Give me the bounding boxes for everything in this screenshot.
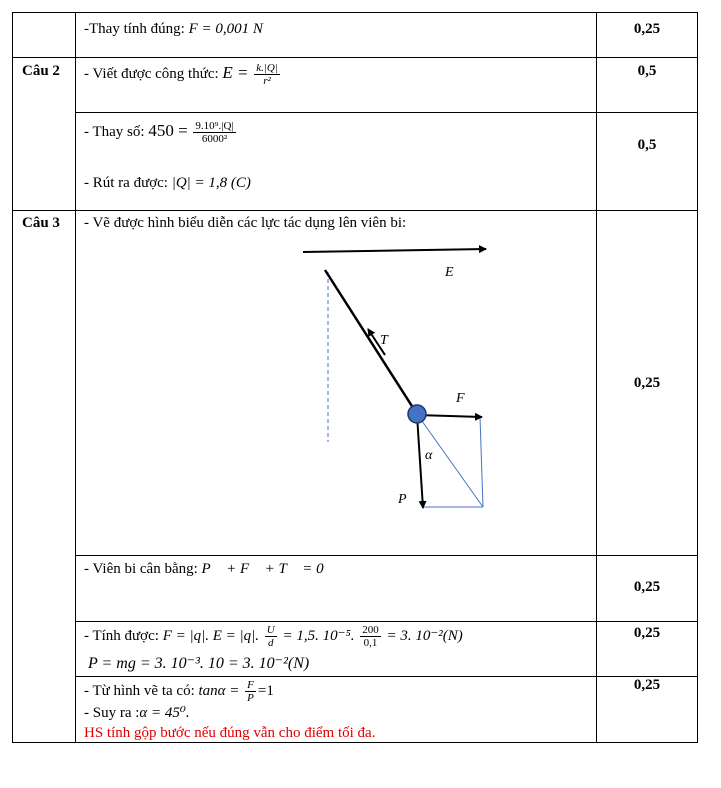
score: 0,5 xyxy=(637,137,657,153)
score: 0,25 xyxy=(633,625,661,641)
force-f-arrow xyxy=(417,415,482,417)
answer-prefix: -Thay tính đúng: xyxy=(84,21,189,37)
formula: tanα = xyxy=(198,683,240,700)
answer-line: P = mg = 3. 10⁻³. 10 = 3. 10⁻²(N) xyxy=(88,655,310,672)
score: 0,5 xyxy=(637,63,657,79)
formula: P⃗ + F⃗ + T⃗ = 0 xyxy=(201,561,324,577)
grading-note: HS tính gộp bước nếu đúng vẫn cho điểm tối đa. xyxy=(84,725,376,741)
numerator: k.|Q| xyxy=(256,62,278,74)
weight-p-arrow xyxy=(417,415,423,508)
fraction xyxy=(360,624,381,649)
formula: = 1,5. 10⁻⁵. xyxy=(282,628,355,645)
answer-prefix: - Suy ra : xyxy=(84,705,140,721)
formula: = 3. 10⁻²(N) xyxy=(386,628,463,645)
formula: F = 0,001 N xyxy=(188,21,263,37)
answer-line xyxy=(84,624,463,649)
denominator: P xyxy=(247,692,254,705)
formula: =1 xyxy=(257,683,274,700)
denominator: d xyxy=(268,637,274,650)
fraction xyxy=(265,624,277,649)
answer-line xyxy=(84,561,324,578)
numerator: F xyxy=(247,679,254,691)
score: 0,25 xyxy=(633,375,661,391)
label-t: T⃗ xyxy=(380,333,399,348)
answer-prefix: - Viên bi cân bằng: xyxy=(84,561,202,577)
numerator: 200 xyxy=(362,624,379,636)
formula: α = 45⁰. xyxy=(139,705,190,721)
electric-field-arrow xyxy=(303,249,486,252)
answer-prefix: - Rút ra được: xyxy=(84,175,172,191)
score: 0,25 xyxy=(633,21,661,37)
label-p: P⃗ xyxy=(398,492,418,507)
answer-line xyxy=(84,679,274,704)
label-f: F⃗ xyxy=(456,391,476,406)
score: 0,25 xyxy=(633,579,661,595)
answer-prefix: - Từ hình vẽ ta có: xyxy=(84,683,199,700)
question-label: Câu 2 xyxy=(22,63,60,79)
score: 0,25 xyxy=(633,677,661,693)
numerator: 9.10⁹.|Q| xyxy=(195,120,234,132)
answer-prefix: - Viết được công thức: xyxy=(84,66,223,83)
fraction xyxy=(245,679,256,704)
answer-line: - Vẽ được hình biểu diễn các lực tác dụng lên viên bi: xyxy=(84,215,407,231)
denominator: 6000² xyxy=(201,133,228,146)
answer-prefix: - Thay số: xyxy=(84,124,149,141)
tension-string xyxy=(325,270,417,414)
question-label: Câu 3 xyxy=(22,215,60,231)
label-alpha: α xyxy=(425,448,433,463)
numerator: U xyxy=(266,624,275,636)
formula-lhs: 450 = xyxy=(148,121,188,141)
answer-line xyxy=(84,705,190,722)
formula: F = |q|. E = |q|. xyxy=(162,628,260,645)
denominator: 0,1 xyxy=(363,637,378,650)
construction-line xyxy=(480,417,483,507)
ball xyxy=(408,405,426,423)
answer-prefix: - Tính được: xyxy=(84,628,163,645)
formula-lhs: E = xyxy=(222,63,249,83)
label-e: E⃗ xyxy=(445,265,465,280)
formula: |Q| = 1,8 (C) xyxy=(171,175,251,191)
denominator: r² xyxy=(263,75,271,88)
